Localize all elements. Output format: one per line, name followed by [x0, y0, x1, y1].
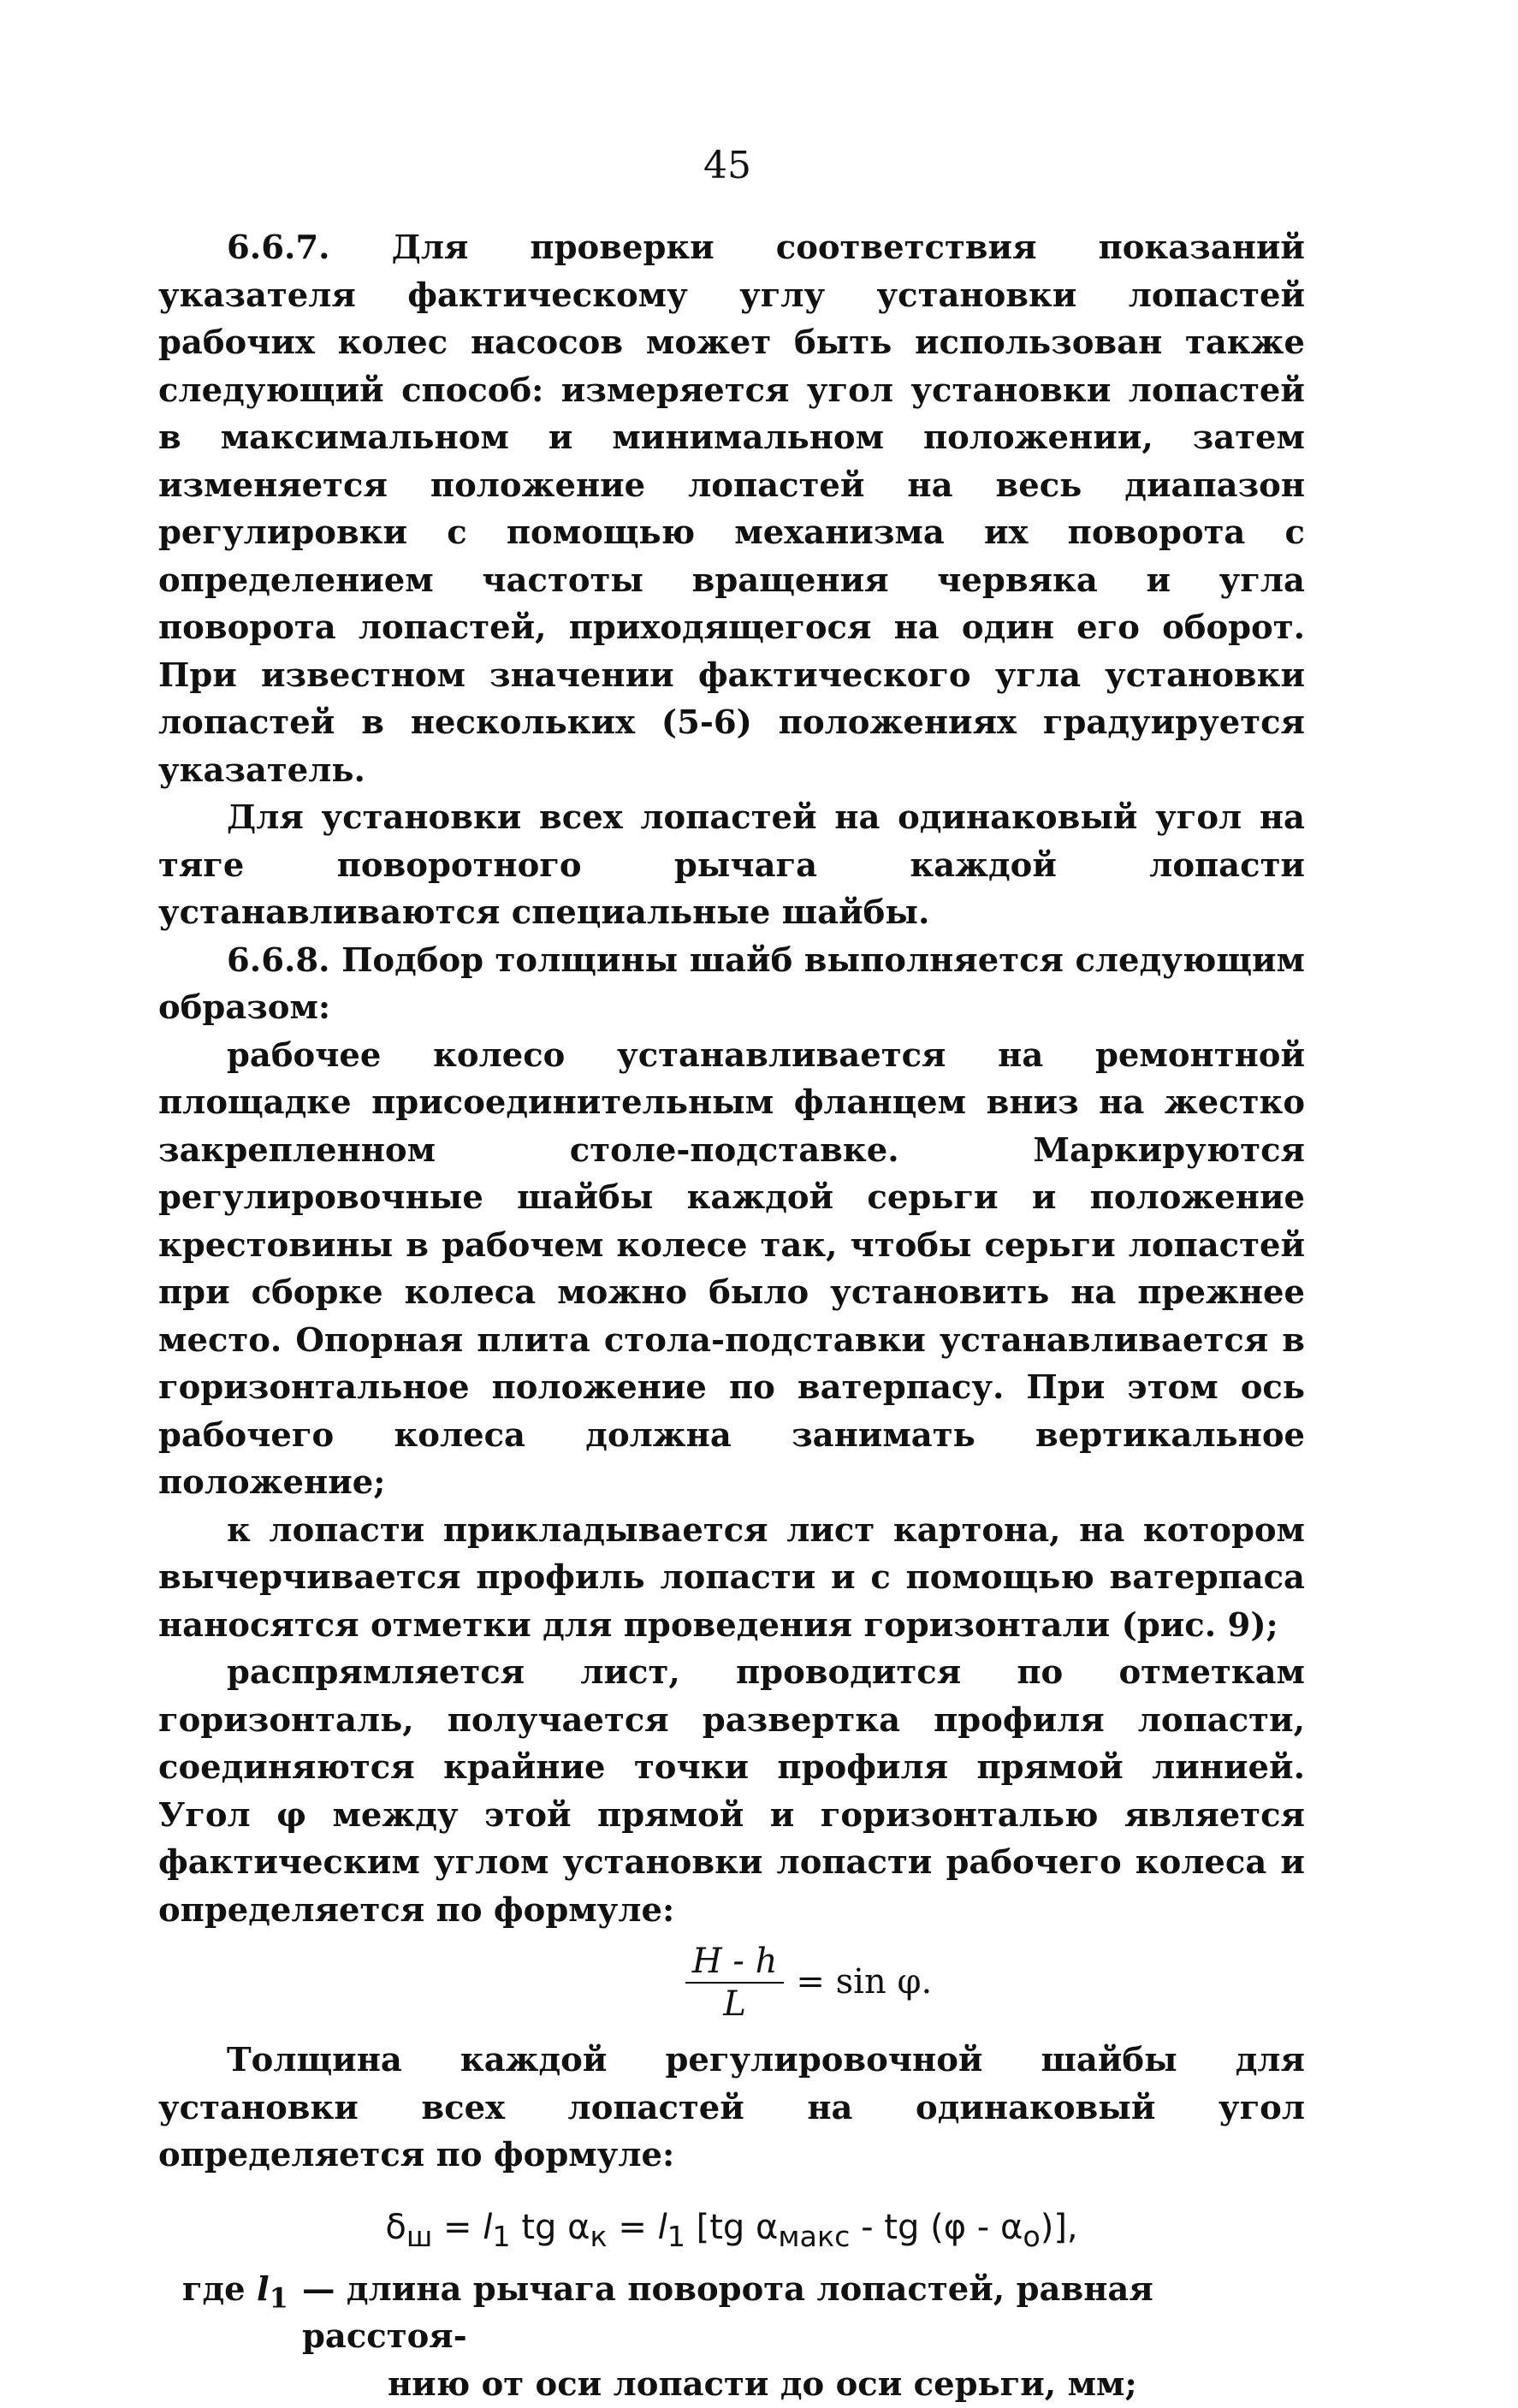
lever-length-1: l	[483, 2208, 492, 2247]
paragraph-washer-thickness: Толщина каждой регулировочной шайбы для установки всех лопастей на одинаковый угол определяется по формуле:	[158, 2037, 1305, 2180]
where-variable-subscript: 1	[270, 2281, 288, 2314]
where-word: где	[182, 2270, 246, 2309]
alpha-max-subscript: макс	[778, 2220, 850, 2253]
list-item-cardboard: к лопасти прикладывается лист картона, на котором вычерчивается профиль лопасти и с помощью ватерпаса наносятся отметки для проведения горизонтали (рис. 9);	[158, 1507, 1305, 1650]
where-line-2: нию от оси лопасти до оси серьги, мм;	[302, 2361, 1305, 2408]
lever-length-2-subscript: 1	[667, 2220, 685, 2253]
angle-formula	[158, 1941, 1305, 2025]
delta-symbol: δ	[385, 2208, 406, 2247]
bracket-open: [tg α	[685, 2208, 778, 2247]
paragraph-6-6-8: 6.6.8. Подбор толщины шайб выполняется следующим образом:	[158, 937, 1305, 1032]
list-item-wheel-setup: рабочее колесо устанавливается на ремонтной площадке присоединительным фланцем вниз на жестко закрепленном столе-подставке. Маркируются регулировочные шайбы каждой серьги и положение крестовины в рабочем колесе так, чтобы серьги лопастей при сборке колеса можно было установить на прежнее место. Опорная плита стола-подставки устанавливается в горизонтальное положение по ватерпасу. При этом ось рабочего колеса должна занимать вертикальное положение;	[158, 1032, 1305, 1507]
bracket-close: )],	[1041, 2208, 1078, 2247]
equals-2: =	[608, 2208, 658, 2247]
where-line-1: — длина рычага поворота лопастей, равная расстоя-	[302, 2270, 1153, 2357]
where-variable: l	[257, 2270, 270, 2309]
thickness-formula	[158, 2202, 1305, 2263]
lever-length-1-subscript: 1	[492, 2220, 510, 2253]
delta-subscript: ш	[406, 2220, 433, 2253]
page-number: 45	[0, 144, 1455, 187]
paragraph-6-6-7: 6.6.7. Для проверки соответствия показаний указателя фактическому углу установки лопастей рабочих колес насосов может быть использован также следующий способ: измеряется угол установки лопастей в максимальном и минимальном положении, затем изменяется положение лопастей на весь диапазон регулировки с помощью механизма их поворота с определением частоты вращения червяка и угла поворота лопастей, приходящегося на один его оборот. При известном значении фактического угла установки лопастей в нескольких (5-6) положениях градуируется указатель.	[158, 224, 1305, 794]
where-definition	[158, 2266, 1305, 2408]
list-item-straighten: распрямляется лист, проводится по отметкам горизонталь, получается развертка профиля лопасти, соединяются крайние точки профиля прямой линией. Угол φ между этой прямой и горизонталью является фактическим углом установки лопасти рабочего колеса и определяется по формуле:	[158, 1649, 1305, 1934]
alpha-0-subscript: о	[1023, 2220, 1040, 2253]
lever-length-2: l	[658, 2208, 667, 2247]
where-description	[302, 2266, 1305, 2408]
tangent-alpha-k: tg α	[511, 2208, 590, 2247]
where-label	[158, 2266, 302, 2408]
fraction-denominator: L	[716, 1984, 753, 2025]
equals-1: =	[432, 2208, 483, 2247]
fraction-numerator: H - h	[685, 1941, 785, 1984]
page-body	[158, 224, 1305, 2408]
angle-fraction	[685, 1941, 785, 2025]
minus-term: - tg (φ - α	[850, 2208, 1023, 2247]
formula-rhs: = sin φ.	[796, 1959, 932, 2007]
paragraph-washers: Для установки всех лопастей на одинаковый угол на тяге поворотного рычага каждой лопасти устанавливаются специальные шайбы.	[158, 794, 1305, 937]
alpha-k-subscript: к	[590, 2220, 607, 2253]
